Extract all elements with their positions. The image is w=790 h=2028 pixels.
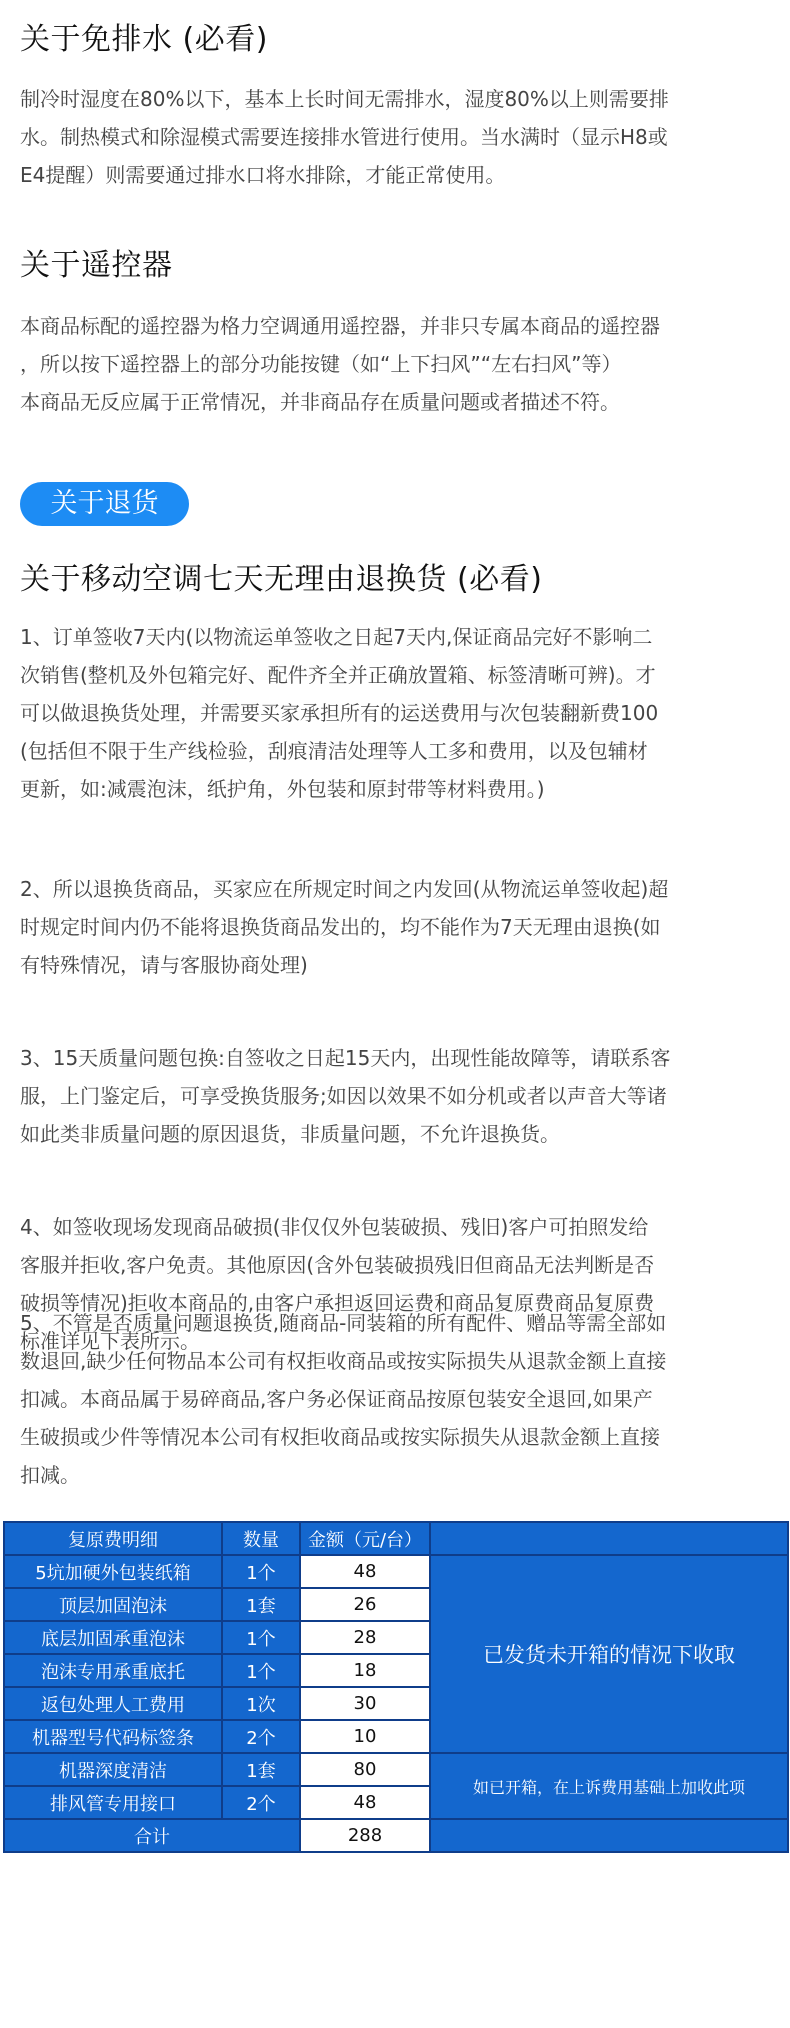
- row-amount: 80: [300, 1753, 430, 1786]
- text-line: 扣减。本商品属于易碎商品,客户务必保证商品按原包装安全退回,如果产: [20, 1387, 653, 1411]
- returns-paragraph-3: [20, 1039, 775, 1153]
- text-line: 客服并拒收,客户免责。其他原因(含外包装破损残旧但商品无法判断是否: [20, 1253, 655, 1277]
- drain-section-text: [20, 80, 775, 194]
- restoration-fee-table: [3, 1521, 789, 1853]
- text-line: 3、15天质量问题包换:自签收之日起15天内，出现性能故障等，请联系客: [20, 1046, 671, 1070]
- text-line: 破损等情况)拒收本商品的,由客户承担返回运费和商品复原费商品复原费: [20, 1291, 655, 1315]
- text-line: 4、如签收现场发现商品破损(非仅仅外包装破损、残旧)客户可拍照发给: [20, 1215, 649, 1239]
- row-amount: 10: [300, 1720, 430, 1753]
- text-line: 2、所以退换货商品，买家应在所规定时间之内发回(从物流运单签收起)超: [20, 877, 669, 901]
- text-line: 水。制热模式和除湿模式需要连接排水管进行使用。当水满时（显示H8或: [20, 125, 668, 149]
- row-quantity: 1个: [222, 1621, 300, 1654]
- text-line: 标准详见下表所示。: [20, 1329, 200, 1353]
- text-line: 服，上门鉴定后，可享受换货服务;如因以效果不如分机或者以声音大等诸: [20, 1084, 667, 1108]
- text-line: 有特殊情况，请与客服协商处理): [20, 953, 308, 977]
- row-amount: 26: [300, 1588, 430, 1621]
- row-item: 5坑加硬外包装纸箱: [4, 1555, 222, 1588]
- text-line: 次销售(整机及外包箱完好、配件齐全并正确放置箱、标签清晰可辨)。才: [20, 663, 656, 687]
- header-item: 复原费明细: [4, 1522, 222, 1555]
- remote-section-text: [20, 307, 775, 421]
- note-unopened: 已发货未开箱的情况下收取: [430, 1555, 788, 1753]
- text-line: E4提醒）则需要通过排水口将水排除，才能正常使用。: [20, 163, 506, 187]
- row-item: 底层加固承重泡沫: [4, 1621, 222, 1654]
- table-total-row: [4, 1819, 788, 1852]
- row-amount: 48: [300, 1786, 430, 1819]
- text-line: 制冷时湿度在80%以下，基本上长时间无需排水，湿度80%以上则需要排: [20, 87, 669, 111]
- header-amount: 金额（元/台）: [300, 1522, 430, 1555]
- text-line: 生破损或少件等情况本公司有权拒收商品或按实际损失从退款金额上直接: [20, 1425, 660, 1449]
- row-item: 顶层加固泡沫: [4, 1588, 222, 1621]
- row-quantity: 1套: [222, 1588, 300, 1621]
- total-label: 合计: [4, 1819, 300, 1852]
- table-row: [4, 1555, 788, 1588]
- drain-section-title: 关于免排水 (必看): [20, 22, 268, 57]
- row-quantity: 2个: [222, 1720, 300, 1753]
- row-item: 排风管专用接口: [4, 1786, 222, 1819]
- remote-section-title: 关于遥控器: [20, 248, 173, 283]
- row-amount: 30: [300, 1687, 430, 1720]
- text-line: 5、不管是否质量问题退换货,随商品-同装箱的所有配件、赠品等需全部如: [20, 1311, 667, 1335]
- row-amount: 18: [300, 1654, 430, 1687]
- text-line: 数退回,缺少任何物品本公司有权拒收商品或按实际损失从退款金额上直接: [20, 1349, 667, 1373]
- table-row: [4, 1753, 788, 1786]
- returns-paragraph-2: [20, 870, 775, 984]
- row-quantity: 1个: [222, 1555, 300, 1588]
- text-line: (包括但不限于生产线检验，刮痕清洁处理等人工多和费用，以及包辅材: [20, 739, 648, 763]
- row-quantity: 1套: [222, 1753, 300, 1786]
- header-quantity: 数量: [222, 1522, 300, 1555]
- row-amount: 48: [300, 1555, 430, 1588]
- row-item: 机器深度清洁: [4, 1753, 222, 1786]
- row-item: 泡沫专用承重底托: [4, 1654, 222, 1687]
- note-opened: 如已开箱，在上诉费用基础上加收此项: [430, 1753, 788, 1819]
- row-quantity: 1次: [222, 1687, 300, 1720]
- text-line: ，所以按下遥控器上的部分功能按键（如“上下扫风”“左右扫风”等）: [20, 352, 622, 376]
- text-line: 可以做退换货处理，并需要买家承担所有的运送费用与次包装翻新费100: [20, 701, 659, 725]
- row-quantity: 1个: [222, 1654, 300, 1687]
- text-line: 时规定时间内仍不能将退换货商品发出的，均不能作为7天无理由退换(如: [20, 915, 661, 939]
- text-line: 扣减。: [20, 1463, 80, 1487]
- text-line: 本商品标配的遥控器为格力空调通用遥控器，并非只专属本商品的遥控器: [20, 314, 660, 338]
- header-note: [430, 1522, 788, 1555]
- table-header-row: [4, 1522, 788, 1555]
- returns-section-title: 关于移动空调七天无理由退换货 (必看): [20, 562, 543, 597]
- total-amount: 288: [300, 1819, 430, 1852]
- text-line: 更新，如:减震泡沫，纸护角，外包装和原封带等材料费用。): [20, 777, 545, 801]
- row-item: 机器型号代码标签条: [4, 1720, 222, 1753]
- returns-pill-badge: 关于退货: [20, 482, 189, 526]
- text-line: 如此类非质量问题的原因退货，非质量问题，不允许退换货。: [20, 1122, 560, 1146]
- row-quantity: 2个: [222, 1786, 300, 1819]
- text-line: 1、订单签收7天内(以物流运单签收之日起7天内,保证商品完好不影响二: [20, 625, 653, 649]
- row-item: 返包处理人工费用: [4, 1687, 222, 1720]
- text-line: 本商品无反应属于正常情况，并非商品存在质量问题或者描述不符。: [20, 390, 620, 414]
- returns-paragraph-5: [20, 1304, 775, 1494]
- row-amount: 28: [300, 1621, 430, 1654]
- total-note-cell: [430, 1819, 788, 1852]
- returns-paragraph-1: [20, 618, 775, 808]
